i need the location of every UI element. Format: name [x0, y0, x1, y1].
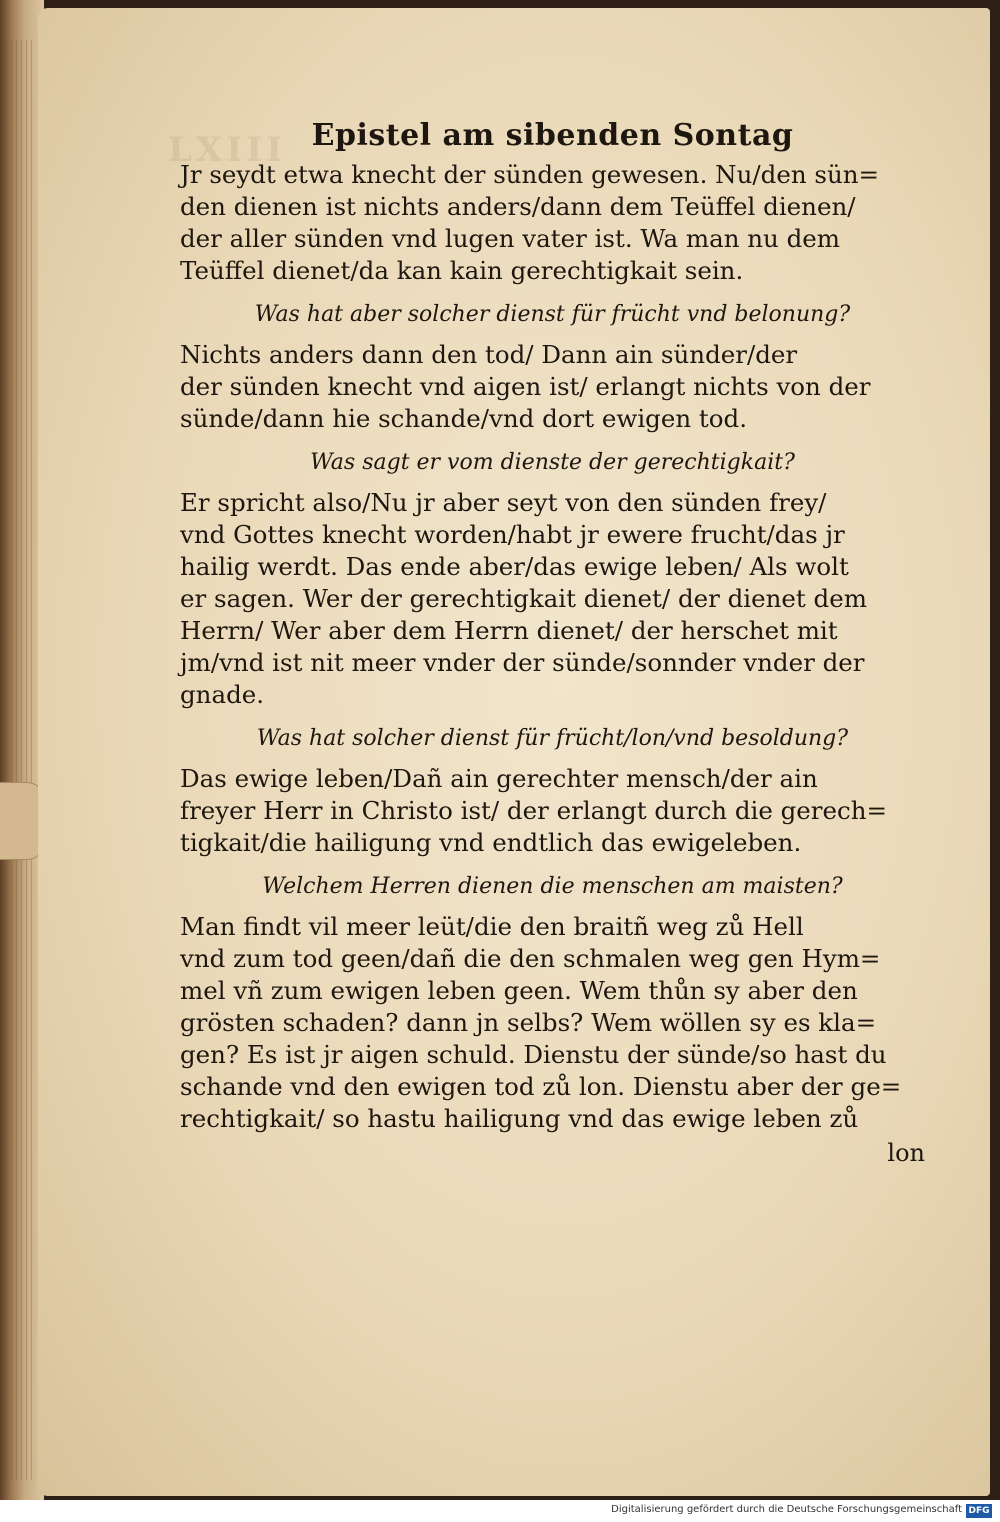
text-line: vnd Gottes knecht worden/habt jr ewere frucht/das jr: [180, 520, 845, 549]
text-line: Jr seydt etwa knecht der sünden gewesen. Nu/den sün=: [180, 160, 880, 189]
text-line: grösten schaden? dann jn selbs? Wem wöllen sy es kla=: [180, 1008, 877, 1037]
text-line: der sünden knecht vnd aigen ist/ erlangt nichts von der: [180, 372, 871, 401]
text-line: tigkait/die hailigung vnd endtlich das ewigeleben.: [180, 828, 802, 857]
text-line: der aller sünden vnd lugen vater ist. Wa man nu dem: [180, 224, 841, 253]
page-text-block: [180, 118, 925, 1169]
text-paragraph: [180, 339, 925, 435]
text-line: gen? Es ist jr aigen schuld. Dienstu der sünde/so hast du: [180, 1040, 887, 1069]
catchword: lon: [887, 1139, 925, 1167]
question-heading: [180, 301, 925, 329]
text-line: hailig werdt. Das ende aber/das ewige leben/ Als wolt: [180, 552, 849, 581]
text-line: Er spricht also/Nu jr aber seyt von den sünden frey/: [180, 488, 827, 517]
text-line: Welchem Herren dienen die menschen am maisten?: [262, 874, 843, 899]
bleed-through-text: LXIII: [168, 130, 286, 170]
text-paragraph: [180, 487, 925, 711]
text-line: rechtigkait/ so hastu hailigung vnd das ewige leben zů: [180, 1104, 859, 1133]
text-paragraph: [180, 911, 925, 1135]
text-paragraph: [180, 159, 925, 287]
page-title: Epistel am sibenden Sontag: [311, 118, 794, 153]
text-line: mel vñ zum ewigen leben geen. Wem thůn sy aber den: [180, 976, 858, 1005]
paragraph-list: [180, 159, 925, 1135]
text-line: Man findt vil meer leüt/die den braitñ weg zů Hell: [180, 912, 804, 941]
text-paragraph: [180, 763, 925, 859]
text-line: vnd zum tod geen/dañ die den schmalen weg gen Hym=: [180, 944, 881, 973]
text-line: Teüffel dienet/da kan kain gerechtigkait sein.: [180, 256, 744, 285]
text-line: er sagen. Wer der gerechtigkait dienet/ der dienet dem: [180, 584, 867, 613]
text-line: freyer Herr in Christo ist/ der erlangt durch die gerech=: [180, 796, 888, 825]
footer-credit: Digitalisierung gefördert durch die Deutsche Forschungsgemeinschaft: [611, 1504, 962, 1515]
question-heading: [180, 873, 925, 901]
text-line: jm/vnd ist nit meer vnder der sünde/sonnder vnder der: [180, 648, 865, 677]
dfg-logo: DFG: [966, 1504, 992, 1518]
text-line: Was hat solcher dienst für frücht/lon/vnd besoldung?: [256, 726, 849, 751]
text-line: Das ewige leben/Dañ ain gerechter mensch/der ain: [180, 764, 818, 793]
text-line: sünde/dann hie schande/vnd dort ewigen tod.: [180, 404, 747, 433]
question-heading: [180, 725, 925, 753]
footer-bar: [0, 1500, 1000, 1522]
text-line: den dienen ist nichts anders/dann dem Teüffel dienen/: [180, 192, 856, 221]
text-line: Herrn/ Wer aber dem Herrn dienet/ der herschet mit: [180, 616, 838, 645]
text-line: Was sagt er vom dienste der gerechtigkait?: [310, 450, 795, 475]
text-line: schande vnd den ewigen tod zů lon. Dienstu aber der ge=: [180, 1072, 902, 1101]
question-heading: [180, 449, 925, 477]
text-line: Was hat aber solcher dienst für frücht vnd belonung?: [254, 302, 851, 327]
text-line: gnade.: [180, 680, 265, 709]
page-edge-lines: [6, 40, 36, 1480]
text-line: Nichts anders dann den tod/ Dann ain sünder/der: [180, 340, 798, 369]
